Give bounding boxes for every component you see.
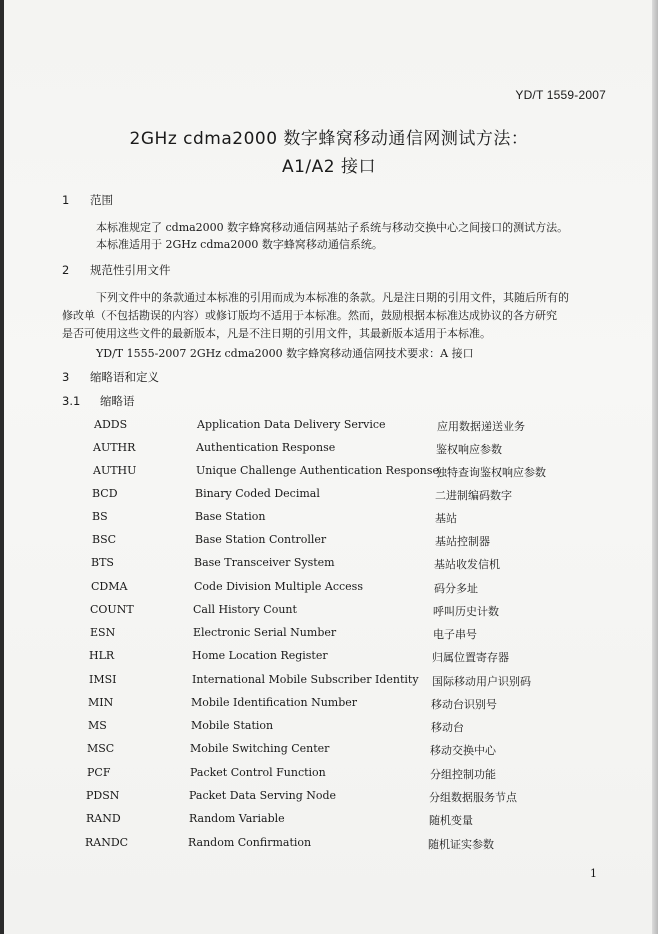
abbr-cell: COUNT: [90, 603, 134, 616]
abbr-cell: ADDS: [94, 418, 128, 431]
section-2-heading: [62, 262, 171, 278]
document-title-line2: A1/A2 接口: [281, 157, 377, 177]
section-title: 缩略语: [100, 394, 135, 408]
english-term-cell: Application Data Delivery Service: [197, 418, 386, 431]
chinese-term-cell: 分组数据服务节点: [429, 791, 517, 804]
abbr-cell: BCD: [92, 487, 118, 500]
document-title-line1: 2GHz cdma2000 数字蜂窝移动通信网测试方法：: [129, 129, 529, 149]
chinese-term-cell: 归属位置寄存器: [432, 651, 509, 664]
paragraph: 下列文件中的条款通过本标准的引用而成为本标准的条款。凡是注日期的引用文件，其随后所有的: [96, 291, 569, 304]
chinese-term-cell: 呼叫历史计数: [433, 605, 499, 618]
english-term-cell: Electronic Serial Number: [193, 626, 337, 639]
section-title: 缩略语和定义: [90, 370, 159, 384]
english-term-cell: Mobile Station: [191, 719, 274, 732]
chinese-term-cell: 基站: [435, 512, 457, 525]
abbr-cell: IMSI: [89, 673, 117, 686]
english-term-cell: Packet Control Function: [190, 766, 326, 779]
page-number: 1: [590, 867, 597, 880]
abbr-cell: PDSN: [86, 789, 120, 802]
abbr-cell: RAND: [86, 812, 121, 825]
chinese-term-cell: 国际移动用户识别码: [432, 675, 531, 688]
section-number: 1: [62, 193, 70, 207]
chinese-term-cell: 移动台: [431, 721, 464, 734]
english-term-cell: Packet Data Serving Node: [189, 789, 337, 802]
abbr-cell: PCF: [87, 766, 111, 779]
abbr-cell: AUTHR: [93, 441, 136, 454]
paragraph: 本标准规定了 cdma2000 数字蜂窝移动通信网基站子系统与移动交换中心之间接口的测试方法。: [96, 221, 569, 234]
chinese-term-cell: 二进制编码数字: [435, 489, 512, 502]
english-term-cell: Mobile Switching Center: [190, 742, 330, 755]
chinese-term-cell: 随机变量: [429, 814, 473, 827]
english-term-cell: Call History Count: [193, 603, 297, 616]
abbr-cell: ESN: [90, 626, 116, 639]
section-number: 3.1: [62, 394, 81, 408]
section-3-heading: [62, 369, 159, 385]
chinese-term-cell: 码分多址: [434, 582, 478, 595]
english-term-cell: Random Variable: [189, 812, 285, 825]
paragraph: 本标准适用于 2GHz cdma2000 数字蜂窝移动通信系统。: [96, 238, 383, 251]
chinese-term-cell: 移动交换中心: [430, 744, 496, 757]
abbr-cell: MS: [88, 719, 107, 732]
section-title: 规范性引用文件: [90, 263, 171, 277]
section-number: 3: [62, 370, 70, 384]
reference-entry: YD/T 1555-2007 2GHz cdma2000 数字蜂窝移动通信网技术要求：A 接口: [96, 347, 474, 360]
chinese-term-cell: 基站收发信机: [434, 558, 500, 571]
abbr-cell: MSC: [87, 742, 115, 755]
chinese-term-cell: 随机证实参数: [428, 838, 494, 851]
chinese-term-cell: 鉴权响应参数: [436, 443, 502, 456]
section-number: 2: [62, 263, 70, 277]
english-term-cell: Binary Coded Decimal: [195, 487, 320, 500]
chinese-term-cell: 电子串号: [433, 628, 477, 641]
abbr-cell: MIN: [88, 696, 114, 709]
document-code: YD/T 1559-2007: [515, 88, 606, 102]
chinese-term-cell: 基站控制器: [435, 535, 490, 548]
english-term-cell: Authentication Response: [196, 441, 336, 454]
paragraph: 是否可使用这些文件的最新版本，凡是不注日期的引用文件，其最新版本适用于本标准。: [62, 327, 491, 340]
english-term-cell: Base Station Controller: [195, 533, 327, 546]
section-3-1-heading: [62, 393, 135, 409]
paragraph: 修改单（不包括勘误的内容）或修订版均不适用于本标准。然而，鼓励根据本标准达成协议的各方研究: [62, 309, 557, 322]
chinese-term-cell: 应用数据递送业务: [437, 420, 525, 433]
english-term-cell: Home Location Register: [192, 649, 328, 662]
abbr-cell: BSC: [92, 533, 117, 546]
abbr-cell: HLR: [89, 649, 115, 662]
english-term-cell: Base Transceiver System: [194, 556, 335, 569]
english-term-cell: Base Station: [195, 510, 266, 523]
english-term-cell: Mobile Identification Number: [191, 696, 358, 709]
chinese-term-cell: 分组控制功能: [430, 768, 496, 781]
abbr-cell: CDMA: [91, 580, 128, 593]
english-term-cell: International Mobile Subscriber Identity: [192, 673, 419, 686]
chinese-term-cell: 独特查询鉴权响应参数: [436, 466, 546, 479]
chinese-term-cell: 移动台识别号: [431, 698, 497, 711]
abbr-cell: BTS: [91, 556, 114, 569]
english-term-cell: Code Division Multiple Access: [194, 580, 363, 593]
section-title: 范围: [90, 193, 113, 207]
section-1-heading: [62, 192, 113, 208]
abbr-cell: RANDC: [85, 836, 129, 849]
english-term-cell: Random Confirmation: [188, 836, 312, 849]
abbr-cell: AUTHU: [93, 464, 137, 477]
english-term-cell: Unique Challenge Authentication Response: [196, 464, 440, 477]
abbr-cell: BS: [92, 510, 108, 523]
